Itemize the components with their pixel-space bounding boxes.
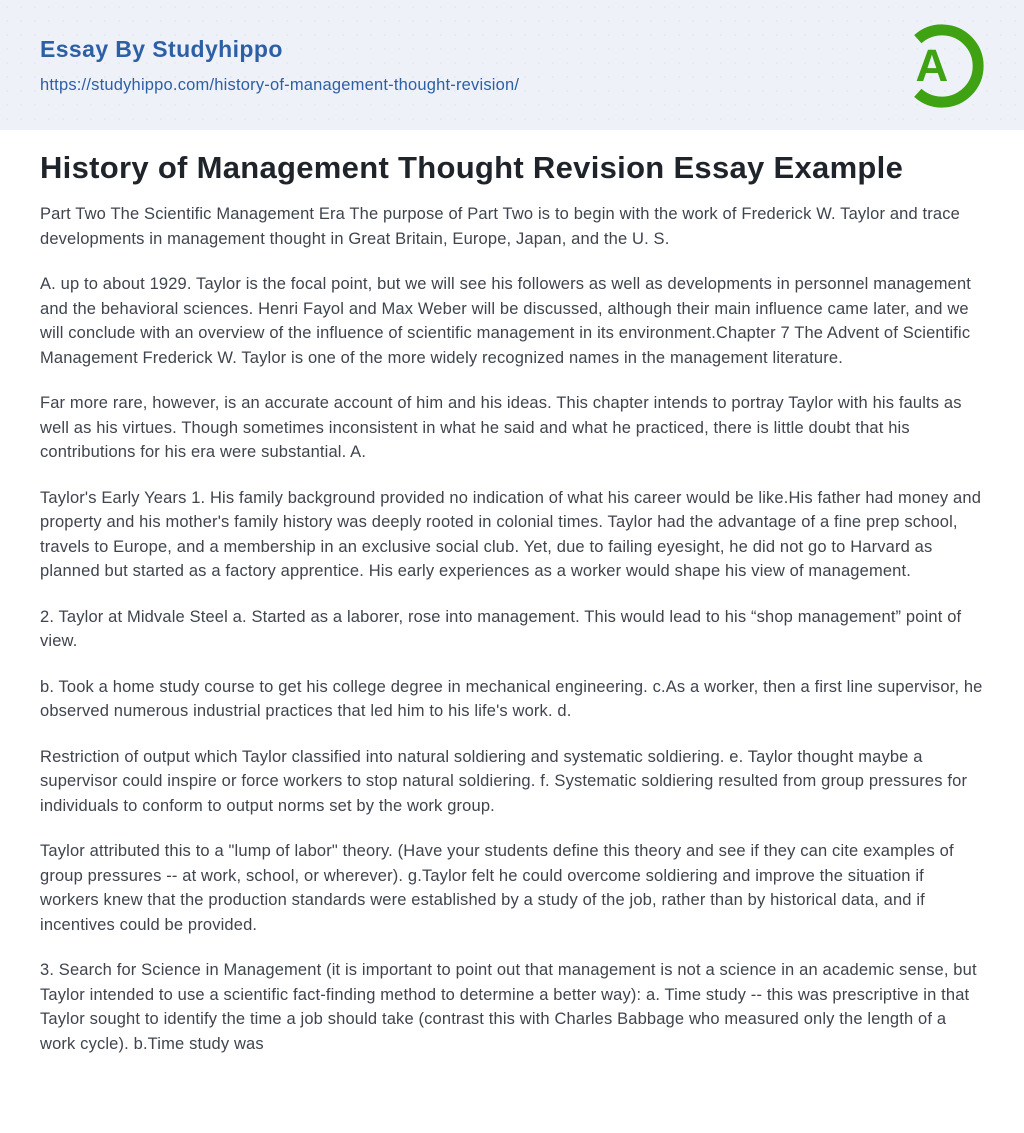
site-title: Essay By Studyhippo (40, 35, 283, 62)
article-title: History of Management Thought Revision Essay Example (40, 150, 904, 185)
article (0, 130, 1024, 1096)
logo-letter: A (915, 40, 949, 92)
article-paragraph: 3. Search for Science in Management (it is important to point out that management is not a science in an academic sense, but Taylor intended to use a scientific fact-finding method to determine a better way): a. Time study -- this was prescriptive in that Taylor sought to identify the time a job should take (contrast this with Charles Babbage who measured only the length of a work cycle). b.Time study was (40, 961, 977, 1053)
header-text-block (40, 36, 519, 95)
article-paragraph: b. Took a home study course to get his college degree in mechanical engineering. c.As a worker, then a first line supervisor, he observed numerous industrial practices that led him to his life's work. d. (40, 677, 983, 720)
article-url-link[interactable]: https://studyhippo.com/history-of-management-thought-revision/ (40, 75, 520, 94)
article-paragraph: Taylor attributed this to a "lump of labor" theory. (Have your students define this theory and see if they can cite examples of group pressures -- at work, school, or wherever). g.Taylor felt he could overcome soldiering and improve the situation if workers knew that the production standards were established by a study of the job, rather than by historical data, and if incentives could be provided. (40, 842, 954, 934)
article-paragraph: 2. Taylor at Midvale Steel a. Started as a laborer, rose into management. This would lead to his “shop management” point of view. (40, 607, 962, 650)
article-paragraph: A. up to about 1929. Taylor is the focal point, but we will see his followers as well as developments in personnel management and the behavioral sciences. Henri Fayol and Max Weber will be discussed, although their main influence came later, and we will conclude with an overview of the influence of scientific management in its environment.Chapter 7 The Advent of Scientific Management Frederick W. Taylor is one of the more widely recognized names in the management literature. (40, 275, 972, 367)
article-paragraph: Restriction of output which Taylor classified into natural soldiering and systematic soldiering. e. Taylor thought maybe a supervisor could inspire or force workers to stop natural soldiering. f. Systematic soldiering resulted from group pressures for individuals to conform to output norms set by the work group. (40, 747, 968, 815)
studyhippo-logo-icon (900, 24, 984, 108)
article-paragraph: Taylor's Early Years 1. His family background provided no indication of what his career would be like.His father had money and property and his mother's family history was deeply rooted in colonial times. Taylor had the advantage of a fine prep school, travels to Europe, and a membership in an exclusive social club. Yet, due to failing eyesight, he did not go to Harvard as planned but started as a factory apprentice. His early experiences as a worker would shape his view of management. (40, 488, 982, 580)
article-paragraph: Far more rare, however, is an accurate account of him and his ideas. This chapter intends to portray Taylor with his faults as well as his virtues. Though sometimes inconsistent in what he said and what he practiced, there is little doubt that his contributions for his era were substantial. A. (40, 394, 962, 461)
article-paragraph: Part Two The Scientific Management Era The purpose of Part Two is to begin with the work of Frederick W. Taylor and trace developments in management thought in Great Britain, Europe, Japan, and the U. S. (40, 205, 960, 248)
article-body (40, 202, 984, 1056)
page-header (0, 0, 1024, 130)
